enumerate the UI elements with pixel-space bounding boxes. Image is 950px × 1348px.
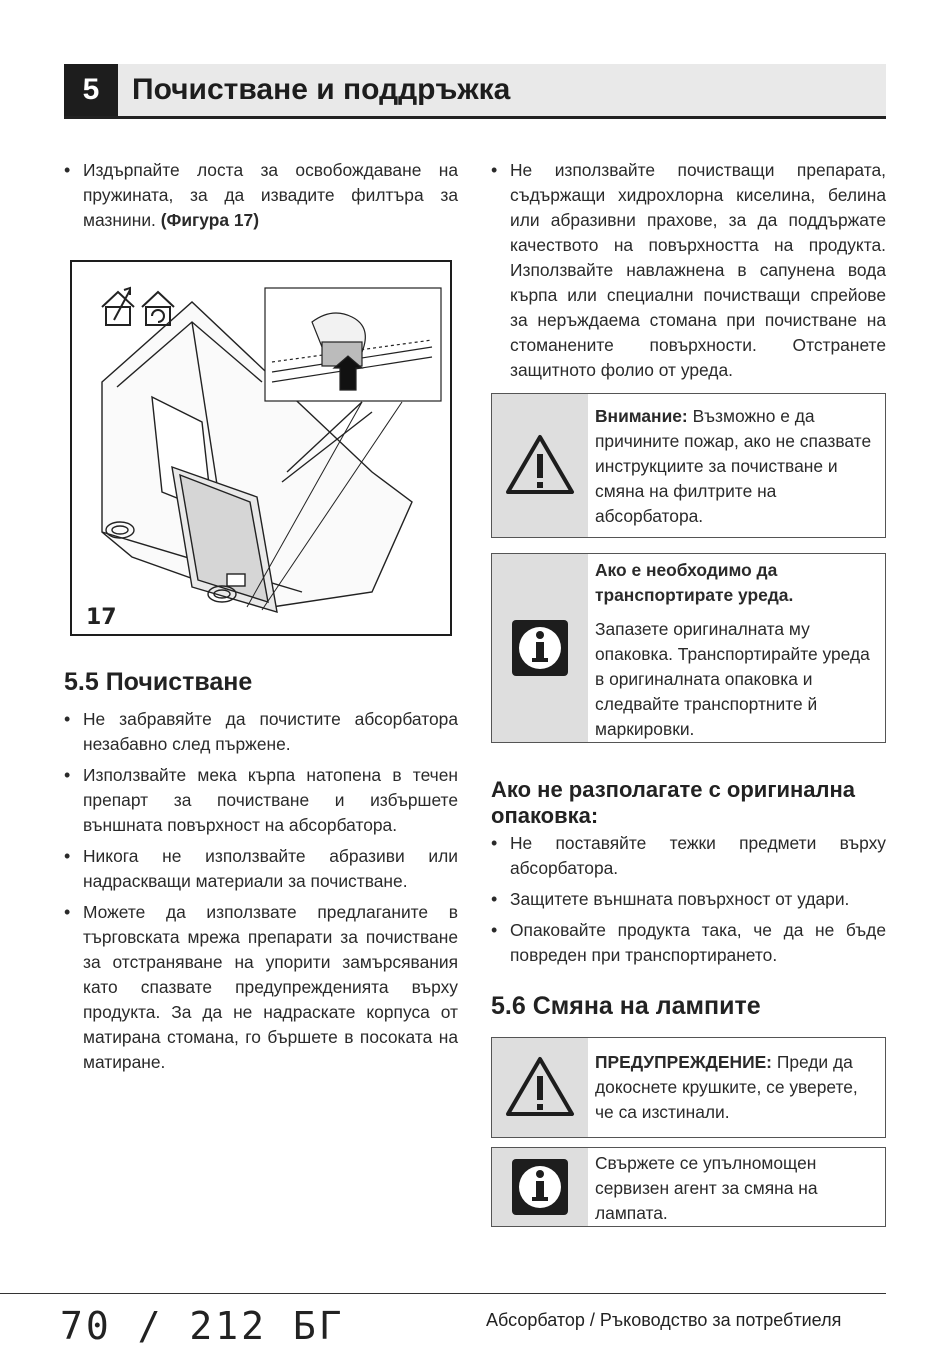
- warning-text: Преди да докоснете крушките, се уверете, че са изстинали.: [595, 1052, 858, 1122]
- cleaning-bullets: [64, 707, 458, 1081]
- footer-divider: [0, 1293, 886, 1294]
- figure-number: 17: [86, 605, 117, 630]
- figure-17: [70, 260, 452, 636]
- lever-detail-inset: [265, 288, 441, 401]
- footer-doc-title: Абсорбатор / Ръководство за потребтиеля: [486, 1310, 842, 1330]
- list-item: • Никога не използвайте абразиви или надраскващи материали за почистване.: [64, 844, 458, 894]
- warning-label: Внимание:: [595, 406, 688, 426]
- warning-label: ПРЕДУПРЕЖДЕНИЕ:: [595, 1052, 772, 1072]
- right-intro: [491, 158, 886, 389]
- list-item: • Можете да използвате предлаганите в търговската мрежа препарати за почистване за отстраняване на упорити замърсявания като спазвате предупрежденията върху продукта. За да не надраскате корпуса от матирана стомана, го бършете в посоката на матиране.: [64, 900, 458, 1075]
- info-icon: [492, 1148, 588, 1226]
- warning-triangle-icon: [492, 394, 588, 537]
- house-recirculation-icon: [142, 292, 174, 325]
- info-box-transport: [491, 553, 886, 743]
- list-item: • Опаковайте продукта така, че да не бъде повреден при транспортирането.: [491, 918, 886, 968]
- intro-text: Издърпайте лоста за освобождаване на пружината, за да извадите филтъра за мазнини.: [83, 160, 458, 230]
- section-5-5-title: 5.5 Почистване: [64, 668, 253, 696]
- warning-box-bulbs: [491, 1037, 886, 1138]
- packaging-title: Ако не разполагате с оригинална опаковка:: [491, 777, 856, 828]
- intro-paragraph: [64, 158, 458, 239]
- info-text: Свържете се упълномощен сервизен агент за смяна на лампата.: [595, 1153, 818, 1223]
- house-vent-icon: [102, 288, 134, 325]
- info-text: Запазете оригиналната му опаковка. Транспортирайте уреда в оригиналната опаковка и следвайте транспортните й маркировки.: [595, 619, 870, 739]
- filter-removal-illustration: [72, 262, 449, 633]
- warning-box-fire: [491, 393, 886, 538]
- page-number: 70 / 212 БГ: [60, 1304, 345, 1348]
- warning-text: Възможно е да причините пожар, ако не спазвате инструкциите за почистване и смяна на филтрите на абсорбатора.: [595, 406, 872, 526]
- info-icon: [492, 554, 588, 742]
- list-item: • Не използвайте почистващи препарата, съдържащи хидрохлорна киселина, белина или абразивни прахове, за да поддържате качеството на повърхността на продукта. Използвайте навлажнена в сапунена вода кърпа или специални почистващи спрейове за неръждаема стомана при почистване на стоманените повърхности. Отстранете защитното фолио от уреда.: [491, 158, 886, 383]
- packaging-bullets: [491, 831, 886, 974]
- list-item: • Не забравяйте да почистите абсорбатора незабавно след пържене.: [64, 707, 458, 757]
- chapter-header: [64, 64, 886, 119]
- info-box-service: [491, 1147, 886, 1227]
- list-item: • Не поставяйте тежки предмети върху абсорбатора.: [491, 831, 886, 881]
- list-item: • Защитете външната повърхност от удари.: [491, 887, 886, 912]
- warning-triangle-icon: [492, 1038, 588, 1137]
- chapter-title: Почистване и поддръжка: [132, 73, 511, 106]
- info-title: Ако е необходимо да транспортирате уреда.: [595, 560, 794, 605]
- chapter-number: 5: [64, 64, 118, 116]
- section-5-6-title: 5.6 Смяна на лампите: [491, 992, 761, 1020]
- intro-figure-ref: (Фигура 17): [160, 210, 259, 230]
- list-item: • Използвайте мека кърпа натопена в течен препарт за почистване и избършете външната повърхност на абсорбатора.: [64, 763, 458, 838]
